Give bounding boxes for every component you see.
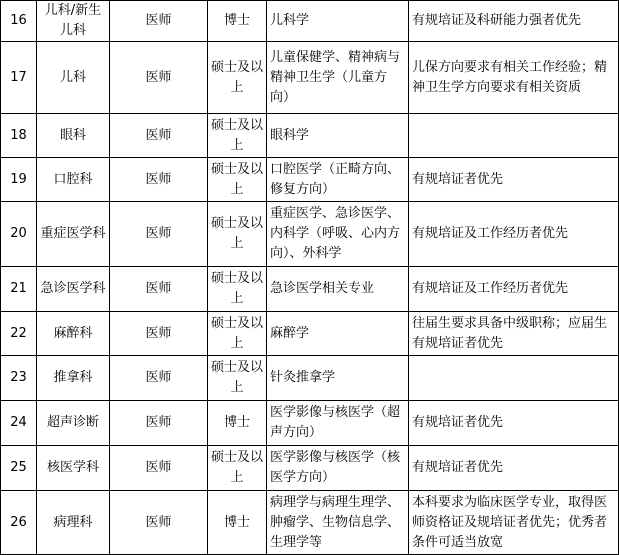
table-row bbox=[1, 401, 619, 446]
degree: 硕士及以上 bbox=[208, 446, 267, 491]
row-number: 22 bbox=[1, 312, 37, 356]
degree: 硕士及以上 bbox=[208, 158, 267, 202]
table-row bbox=[1, 356, 619, 401]
major: 重症医学、急诊医学、内科学（呼吸、心内方向）、外科学 bbox=[267, 202, 409, 267]
degree: 硕士及以上 bbox=[208, 267, 267, 312]
position: 医师 bbox=[110, 491, 208, 555]
position: 医师 bbox=[110, 312, 208, 356]
position: 医师 bbox=[110, 158, 208, 202]
degree: 硕士及以上 bbox=[208, 356, 267, 401]
position: 医师 bbox=[110, 114, 208, 158]
degree: 博士 bbox=[208, 491, 267, 555]
position: 医师 bbox=[110, 401, 208, 446]
requirement: 本科要求为临床医学专业，取得医师资格证及规培证者优先；优秀者条件可适当放宽 bbox=[409, 491, 619, 555]
department: 急诊医学科 bbox=[37, 267, 110, 312]
position: 医师 bbox=[110, 1, 208, 42]
department: 超声诊断 bbox=[37, 401, 110, 446]
major: 医学影像与核医学（超声方向） bbox=[267, 401, 409, 446]
department: 推拿科 bbox=[37, 356, 110, 401]
degree: 博士 bbox=[208, 1, 267, 42]
requirement: 儿保方向要求有相关工作经验；精神卫生学方向要求有相关资质 bbox=[409, 42, 619, 114]
degree: 博士 bbox=[208, 401, 267, 446]
major: 儿科学 bbox=[267, 1, 409, 42]
major: 儿童保健学、精神病与精神卫生学（儿童方向） bbox=[267, 42, 409, 114]
department: 口腔科 bbox=[37, 158, 110, 202]
row-number: 23 bbox=[1, 356, 37, 401]
table-row bbox=[1, 114, 619, 158]
major: 医学影像与核医学（核医学方向） bbox=[267, 446, 409, 491]
department: 重症医学科 bbox=[37, 202, 110, 267]
table-row bbox=[1, 158, 619, 202]
table-row bbox=[1, 202, 619, 267]
department: 儿科/新生儿科 bbox=[37, 1, 110, 42]
requirement: 有规培证者优先 bbox=[409, 158, 619, 202]
row-number: 21 bbox=[1, 267, 37, 312]
table-row bbox=[1, 1, 619, 42]
table-row bbox=[1, 312, 619, 356]
requirement bbox=[409, 356, 619, 401]
position: 医师 bbox=[110, 202, 208, 267]
position: 医师 bbox=[110, 267, 208, 312]
position: 医师 bbox=[110, 356, 208, 401]
major: 急诊医学相关专业 bbox=[267, 267, 409, 312]
major: 眼科学 bbox=[267, 114, 409, 158]
department: 病理科 bbox=[37, 491, 110, 555]
major: 口腔医学（正畸方向、修复方向） bbox=[267, 158, 409, 202]
position: 医师 bbox=[110, 446, 208, 491]
requirement: 有规培证及工作经历者优先 bbox=[409, 202, 619, 267]
row-number: 26 bbox=[1, 491, 37, 555]
department: 眼科 bbox=[37, 114, 110, 158]
table-row bbox=[1, 267, 619, 312]
degree: 硕士及以上 bbox=[208, 202, 267, 267]
row-number: 17 bbox=[1, 42, 37, 114]
requirement bbox=[409, 114, 619, 158]
major: 病理学与病理生理学、肿瘤学、生物信息学、生理学等 bbox=[267, 491, 409, 555]
row-number: 24 bbox=[1, 401, 37, 446]
row-number: 16 bbox=[1, 1, 37, 42]
department: 儿科 bbox=[37, 42, 110, 114]
major: 麻醉学 bbox=[267, 312, 409, 356]
position: 医师 bbox=[110, 42, 208, 114]
row-number: 25 bbox=[1, 446, 37, 491]
requirement: 有规培证者优先 bbox=[409, 446, 619, 491]
requirement: 往届生要求具备中级职称；应届生有规培证者优先 bbox=[409, 312, 619, 356]
row-number: 20 bbox=[1, 202, 37, 267]
degree: 硕士及以上 bbox=[208, 42, 267, 114]
row-number: 18 bbox=[1, 114, 37, 158]
degree: 硕士及以上 bbox=[208, 312, 267, 356]
table-row bbox=[1, 446, 619, 491]
table-row bbox=[1, 491, 619, 555]
degree: 硕士及以上 bbox=[208, 114, 267, 158]
table-row bbox=[1, 42, 619, 114]
requirement: 有规培证及科研能力强者优先 bbox=[409, 1, 619, 42]
requirement: 有规培证者优先 bbox=[409, 401, 619, 446]
major: 针灸推拿学 bbox=[267, 356, 409, 401]
row-number: 19 bbox=[1, 158, 37, 202]
requirement: 有规培证及工作经历者优先 bbox=[409, 267, 619, 312]
department: 核医学科 bbox=[37, 446, 110, 491]
department: 麻醉科 bbox=[37, 312, 110, 356]
